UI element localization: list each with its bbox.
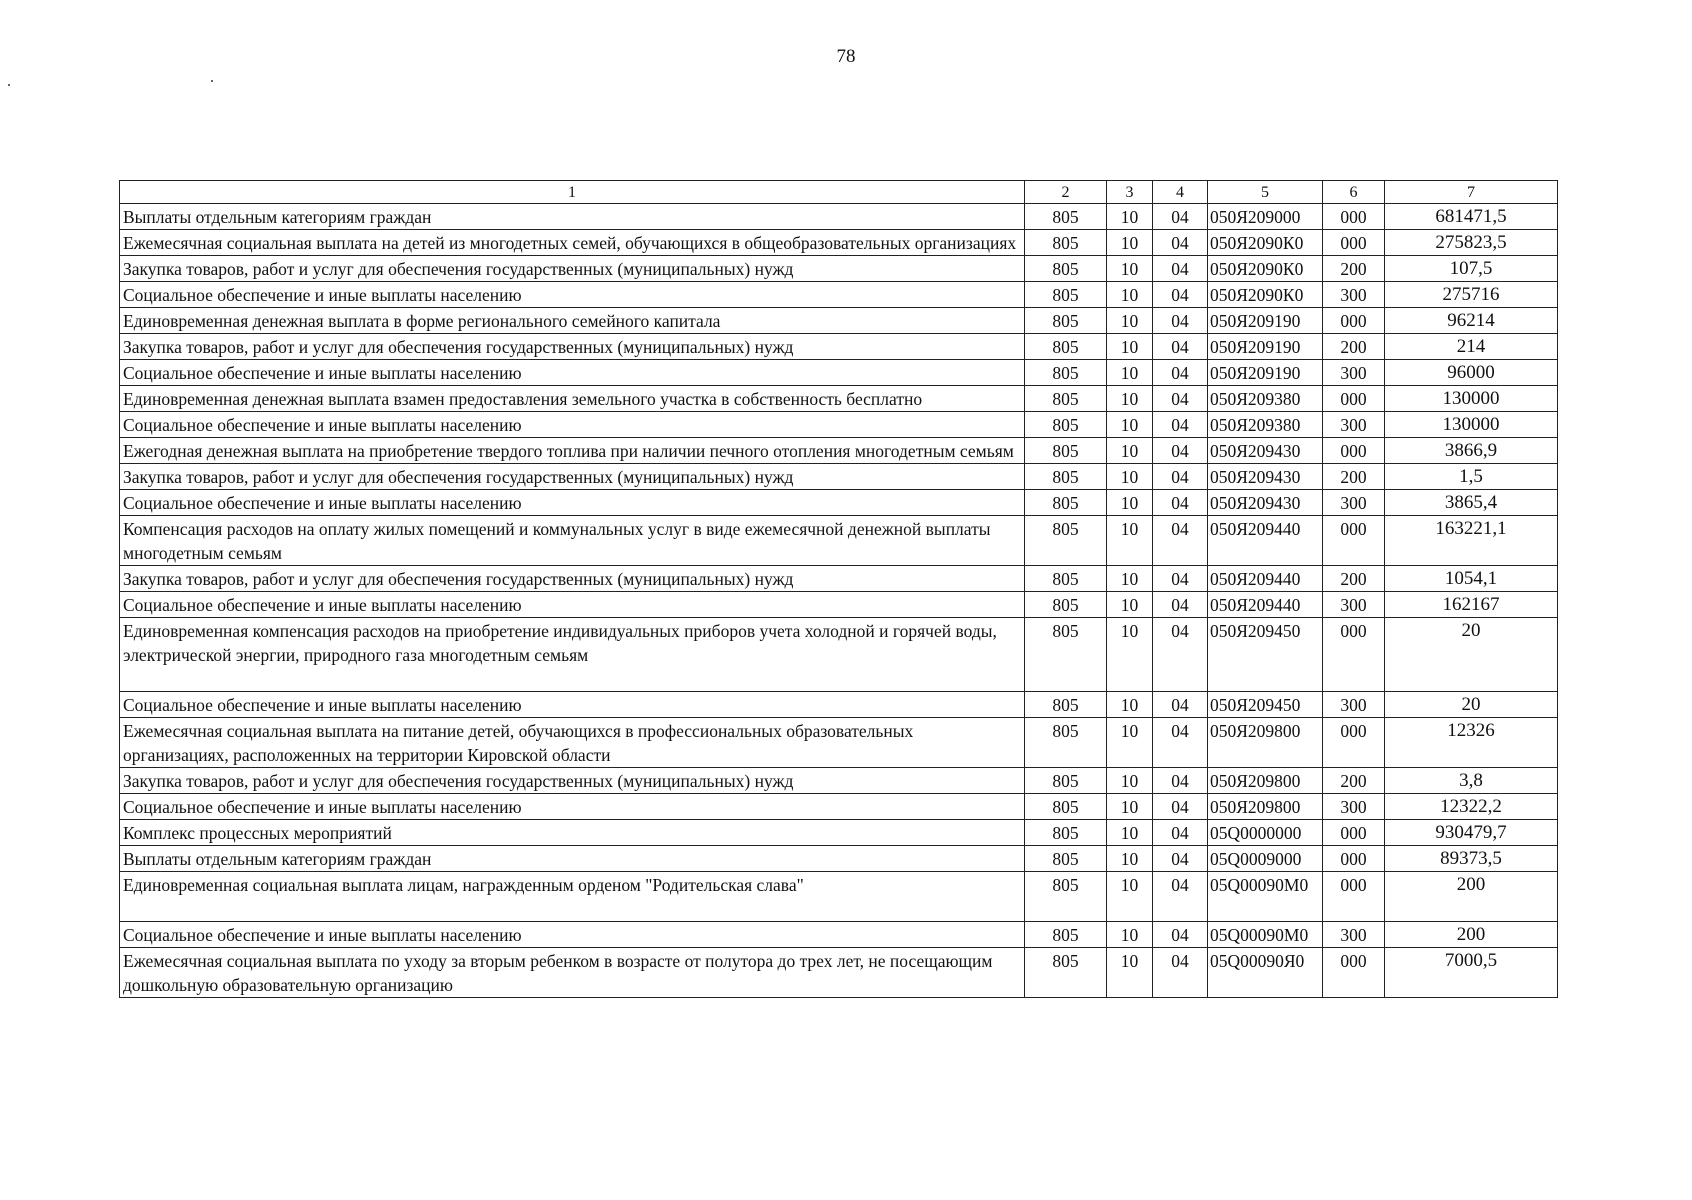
row-subsection-cell: 04 <box>1153 592 1208 618</box>
row-amount-cell: 163221,1 <box>1385 516 1558 566</box>
row-expense-type-cell: 300 <box>1323 922 1385 948</box>
row-expense-type-cell: 300 <box>1323 490 1385 516</box>
row-amount-cell: 930479,7 <box>1385 820 1558 846</box>
row-subsection-cell: 04 <box>1153 692 1208 718</box>
row-subsection-cell: 04 <box>1153 820 1208 846</box>
row-name-cell: Закупка товаров, работ и услуг для обеспечения государственных (муниципальных) нужд <box>120 464 1025 490</box>
row-subsection-cell: 04 <box>1153 308 1208 334</box>
row-subsection-cell: 04 <box>1153 282 1208 308</box>
table-row <box>120 948 1558 998</box>
row-expense-type-cell: 200 <box>1323 566 1385 592</box>
row-name-cell: Ежемесячная социальная выплата на детей из многодетных семей, обучающихся в общеобразовательных организациях <box>120 230 1025 256</box>
row-section-cell: 10 <box>1107 386 1153 412</box>
row-section-cell: 10 <box>1107 438 1153 464</box>
row-target-code-cell: 050Я209190 <box>1208 334 1323 360</box>
table-row <box>120 922 1558 948</box>
row-section-cell: 10 <box>1107 516 1153 566</box>
row-name-cell: Социальное обеспечение и иные выплаты населению <box>120 922 1025 948</box>
row-expense-type-cell: 200 <box>1323 768 1385 794</box>
row-amount-cell: 275823,5 <box>1385 230 1558 256</box>
row-subsection-cell: 04 <box>1153 412 1208 438</box>
row-section-cell: 10 <box>1107 308 1153 334</box>
row-target-code-cell: 05Q00090Я0 <box>1208 948 1323 998</box>
row-kvsr-cell: 805 <box>1025 692 1107 718</box>
row-subsection-cell: 04 <box>1153 490 1208 516</box>
row-amount-cell: 681471,5 <box>1385 204 1558 230</box>
row-section-cell: 10 <box>1107 846 1153 872</box>
row-target-code-cell: 05Q0000000 <box>1208 820 1323 846</box>
row-name-cell: Социальное обеспечение и иные выплаты населению <box>120 592 1025 618</box>
row-kvsr-cell: 805 <box>1025 794 1107 820</box>
row-name-cell: Компенсация расходов на оплату жилых помещений и коммунальных услуг в виде ежемесячной денежной выплаты многодетным семьям <box>120 516 1025 566</box>
row-section-cell: 10 <box>1107 692 1153 718</box>
row-kvsr-cell: 805 <box>1025 230 1107 256</box>
row-section-cell: 10 <box>1107 592 1153 618</box>
row-subsection-cell: 04 <box>1153 464 1208 490</box>
table-row <box>120 412 1558 438</box>
row-section-cell: 10 <box>1107 256 1153 282</box>
table-row <box>120 256 1558 282</box>
table-row <box>120 230 1558 256</box>
row-target-code-cell: 050Я209450 <box>1208 692 1323 718</box>
row-target-code-cell: 050Я209800 <box>1208 794 1323 820</box>
row-name-cell: Единовременная социальная выплата лицам, награжденным орденом "Родительская слава" <box>120 872 1025 922</box>
row-amount-cell: 130000 <box>1385 386 1558 412</box>
row-name-cell: Единовременная денежная выплата взамен предоставления земельного участка в собственность бесплатно <box>120 386 1025 412</box>
row-expense-type-cell: 000 <box>1323 948 1385 998</box>
row-kvsr-cell: 805 <box>1025 820 1107 846</box>
row-subsection-cell: 04 <box>1153 872 1208 922</box>
row-kvsr-cell: 805 <box>1025 768 1107 794</box>
row-subsection-cell: 04 <box>1153 618 1208 692</box>
row-section-cell: 10 <box>1107 872 1153 922</box>
row-name-cell: Ежегодная денежная выплата на приобретение твердого топлива при наличии печного отопления многодетным семьям <box>120 438 1025 464</box>
header-row <box>120 181 1558 204</box>
row-name-cell: Закупка товаров, работ и услуг для обеспечения государственных (муниципальных) нужд <box>120 768 1025 794</box>
row-section-cell: 10 <box>1107 334 1153 360</box>
row-name-cell: Комплекс процессных мероприятий <box>120 820 1025 846</box>
row-section-cell: 10 <box>1107 820 1153 846</box>
header-cell: 2 <box>1025 181 1107 204</box>
row-section-cell: 10 <box>1107 464 1153 490</box>
row-expense-type-cell: 300 <box>1323 794 1385 820</box>
row-expense-type-cell: 000 <box>1323 872 1385 922</box>
row-section-cell: 10 <box>1107 948 1153 998</box>
row-target-code-cell: 050Я209440 <box>1208 516 1323 566</box>
row-amount-cell: 130000 <box>1385 412 1558 438</box>
row-name-cell: Единовременная компенсация расходов на приобретение индивидуальных приборов учета холодной и горячей воды, электрической энергии, природного газа многодетным семьям <box>120 618 1025 692</box>
row-expense-type-cell: 300 <box>1323 592 1385 618</box>
row-amount-cell: 12326 <box>1385 718 1558 768</box>
row-amount-cell: 3865,4 <box>1385 490 1558 516</box>
row-expense-type-cell: 300 <box>1323 360 1385 386</box>
row-name-cell: Закупка товаров, работ и услуг для обеспечения государственных (муниципальных) нужд <box>120 334 1025 360</box>
row-target-code-cell: 050Я209190 <box>1208 360 1323 386</box>
row-expense-type-cell: 000 <box>1323 846 1385 872</box>
row-amount-cell: 275716 <box>1385 282 1558 308</box>
row-kvsr-cell: 805 <box>1025 592 1107 618</box>
row-name-cell: Единовременная денежная выплата в форме регионального семейного капитала <box>120 308 1025 334</box>
row-name-cell: Социальное обеспечение и иные выплаты населению <box>120 794 1025 820</box>
row-section-cell: 10 <box>1107 230 1153 256</box>
row-kvsr-cell: 805 <box>1025 334 1107 360</box>
row-expense-type-cell: 000 <box>1323 204 1385 230</box>
row-amount-cell: 1,5 <box>1385 464 1558 490</box>
row-target-code-cell: 05Q00090М0 <box>1208 872 1323 922</box>
row-subsection-cell: 04 <box>1153 438 1208 464</box>
row-kvsr-cell: 805 <box>1025 204 1107 230</box>
row-name-cell: Закупка товаров, работ и услуг для обеспечения государственных (муниципальных) нужд <box>120 566 1025 592</box>
row-kvsr-cell: 805 <box>1025 846 1107 872</box>
row-expense-type-cell: 000 <box>1323 618 1385 692</box>
row-target-code-cell: 050Я209430 <box>1208 490 1323 516</box>
row-target-code-cell: 05Q0009000 <box>1208 846 1323 872</box>
row-kvsr-cell: 805 <box>1025 718 1107 768</box>
row-amount-cell: 200 <box>1385 922 1558 948</box>
row-name-cell: Выплаты отдельным категориям граждан <box>120 204 1025 230</box>
row-kvsr-cell: 805 <box>1025 438 1107 464</box>
row-kvsr-cell: 805 <box>1025 256 1107 282</box>
row-amount-cell: 20 <box>1385 692 1558 718</box>
row-target-code-cell: 050Я209800 <box>1208 768 1323 794</box>
table-row <box>120 872 1558 922</box>
row-target-code-cell: 050Я209430 <box>1208 438 1323 464</box>
row-subsection-cell: 04 <box>1153 948 1208 998</box>
row-kvsr-cell: 805 <box>1025 282 1107 308</box>
table-row <box>120 490 1558 516</box>
row-expense-type-cell: 000 <box>1323 718 1385 768</box>
row-amount-cell: 96214 <box>1385 308 1558 334</box>
scan-speck <box>8 84 10 86</box>
row-subsection-cell: 04 <box>1153 256 1208 282</box>
table-row <box>120 618 1558 692</box>
row-kvsr-cell: 805 <box>1025 618 1107 692</box>
row-expense-type-cell: 000 <box>1323 820 1385 846</box>
table-row <box>120 438 1558 464</box>
row-kvsr-cell: 805 <box>1025 464 1107 490</box>
row-kvsr-cell: 805 <box>1025 308 1107 334</box>
row-name-cell: Социальное обеспечение и иные выплаты населению <box>120 282 1025 308</box>
table-row <box>120 718 1558 768</box>
table-row <box>120 334 1558 360</box>
row-target-code-cell: 050Я209450 <box>1208 618 1323 692</box>
row-target-code-cell: 050Я209440 <box>1208 592 1323 618</box>
row-amount-cell: 3,8 <box>1385 768 1558 794</box>
header-cell: 5 <box>1208 181 1323 204</box>
row-name-cell: Социальное обеспечение и иные выплаты населению <box>120 412 1025 438</box>
table-row <box>120 516 1558 566</box>
row-name-cell: Ежемесячная социальная выплата на питание детей, обучающихся в профессиональных образовательных организациях, расположенных на территории Кировской области <box>120 718 1025 768</box>
row-name-cell: Закупка товаров, работ и услуг для обеспечения государственных (муниципальных) нужд <box>120 256 1025 282</box>
row-target-code-cell: 050Я2090К0 <box>1208 256 1323 282</box>
row-target-code-cell: 050Я209380 <box>1208 412 1323 438</box>
header-cell: 3 <box>1107 181 1153 204</box>
row-subsection-cell: 04 <box>1153 922 1208 948</box>
scan-speck <box>211 80 213 82</box>
row-kvsr-cell: 805 <box>1025 386 1107 412</box>
row-name-cell: Ежемесячная социальная выплата по уходу за вторым ребенком в возрасте от полутора до трех лет, не посещающим дошкольную образовательную организацию <box>120 948 1025 998</box>
row-name-cell: Социальное обеспечение и иные выплаты населению <box>120 692 1025 718</box>
row-section-cell: 10 <box>1107 282 1153 308</box>
row-kvsr-cell: 805 <box>1025 922 1107 948</box>
row-kvsr-cell: 805 <box>1025 566 1107 592</box>
header-cell: 6 <box>1323 181 1385 204</box>
table-row <box>120 282 1558 308</box>
table-row <box>120 360 1558 386</box>
table-row <box>120 386 1558 412</box>
table-row <box>120 464 1558 490</box>
row-amount-cell: 107,5 <box>1385 256 1558 282</box>
row-amount-cell: 1054,1 <box>1385 566 1558 592</box>
row-expense-type-cell: 300 <box>1323 412 1385 438</box>
row-expense-type-cell: 000 <box>1323 438 1385 464</box>
row-subsection-cell: 04 <box>1153 718 1208 768</box>
header-cell: 7 <box>1385 181 1558 204</box>
row-amount-cell: 162167 <box>1385 592 1558 618</box>
row-section-cell: 10 <box>1107 768 1153 794</box>
row-section-cell: 10 <box>1107 490 1153 516</box>
row-target-code-cell: 050Я209000 <box>1208 204 1323 230</box>
table-row <box>120 204 1558 230</box>
row-expense-type-cell: 300 <box>1323 692 1385 718</box>
row-amount-cell: 200 <box>1385 872 1558 922</box>
row-amount-cell: 214 <box>1385 334 1558 360</box>
row-subsection-cell: 04 <box>1153 204 1208 230</box>
row-target-code-cell: 050Я209430 <box>1208 464 1323 490</box>
row-expense-type-cell: 000 <box>1323 386 1385 412</box>
row-subsection-cell: 04 <box>1153 360 1208 386</box>
row-name-cell: Выплаты отдельным категориям граждан <box>120 846 1025 872</box>
table-row <box>120 820 1558 846</box>
row-section-cell: 10 <box>1107 618 1153 692</box>
row-subsection-cell: 04 <box>1153 386 1208 412</box>
table-row <box>120 308 1558 334</box>
row-subsection-cell: 04 <box>1153 794 1208 820</box>
row-subsection-cell: 04 <box>1153 566 1208 592</box>
row-kvsr-cell: 805 <box>1025 516 1107 566</box>
table-row <box>120 846 1558 872</box>
row-target-code-cell: 050Я2090К0 <box>1208 230 1323 256</box>
row-amount-cell: 12322,2 <box>1385 794 1558 820</box>
row-section-cell: 10 <box>1107 718 1153 768</box>
row-kvsr-cell: 805 <box>1025 872 1107 922</box>
row-target-code-cell: 050Я2090К0 <box>1208 282 1323 308</box>
row-expense-type-cell: 000 <box>1323 516 1385 566</box>
row-kvsr-cell: 805 <box>1025 412 1107 438</box>
row-target-code-cell: 050Я209380 <box>1208 386 1323 412</box>
row-section-cell: 10 <box>1107 794 1153 820</box>
table-row <box>120 566 1558 592</box>
row-target-code-cell: 05Q00090М0 <box>1208 922 1323 948</box>
budget-table <box>119 180 1558 998</box>
row-subsection-cell: 04 <box>1153 230 1208 256</box>
row-section-cell: 10 <box>1107 922 1153 948</box>
row-expense-type-cell: 200 <box>1323 256 1385 282</box>
row-subsection-cell: 04 <box>1153 768 1208 794</box>
row-subsection-cell: 04 <box>1153 516 1208 566</box>
row-section-cell: 10 <box>1107 566 1153 592</box>
row-expense-type-cell: 000 <box>1323 230 1385 256</box>
row-section-cell: 10 <box>1107 412 1153 438</box>
row-expense-type-cell: 000 <box>1323 308 1385 334</box>
table-row <box>120 794 1558 820</box>
row-expense-type-cell: 300 <box>1323 282 1385 308</box>
table-row <box>120 768 1558 794</box>
row-section-cell: 10 <box>1107 360 1153 386</box>
row-amount-cell: 20 <box>1385 618 1558 692</box>
row-expense-type-cell: 200 <box>1323 334 1385 360</box>
header-cell: 1 <box>120 181 1025 204</box>
page-number: 78 <box>836 46 856 67</box>
row-target-code-cell: 050Я209440 <box>1208 566 1323 592</box>
row-kvsr-cell: 805 <box>1025 490 1107 516</box>
row-subsection-cell: 04 <box>1153 334 1208 360</box>
header-cell: 4 <box>1153 181 1208 204</box>
row-target-code-cell: 050Я209800 <box>1208 718 1323 768</box>
row-target-code-cell: 050Я209190 <box>1208 308 1323 334</box>
row-subsection-cell: 04 <box>1153 846 1208 872</box>
row-kvsr-cell: 805 <box>1025 948 1107 998</box>
row-amount-cell: 7000,5 <box>1385 948 1558 998</box>
row-name-cell: Социальное обеспечение и иные выплаты населению <box>120 360 1025 386</box>
row-expense-type-cell: 200 <box>1323 464 1385 490</box>
row-amount-cell: 3866,9 <box>1385 438 1558 464</box>
table-row <box>120 692 1558 718</box>
row-kvsr-cell: 805 <box>1025 360 1107 386</box>
table-row <box>120 592 1558 618</box>
table-body <box>120 204 1558 998</box>
row-name-cell: Социальное обеспечение и иные выплаты населению <box>120 490 1025 516</box>
row-amount-cell: 96000 <box>1385 360 1558 386</box>
row-amount-cell: 89373,5 <box>1385 846 1558 872</box>
row-section-cell: 10 <box>1107 204 1153 230</box>
